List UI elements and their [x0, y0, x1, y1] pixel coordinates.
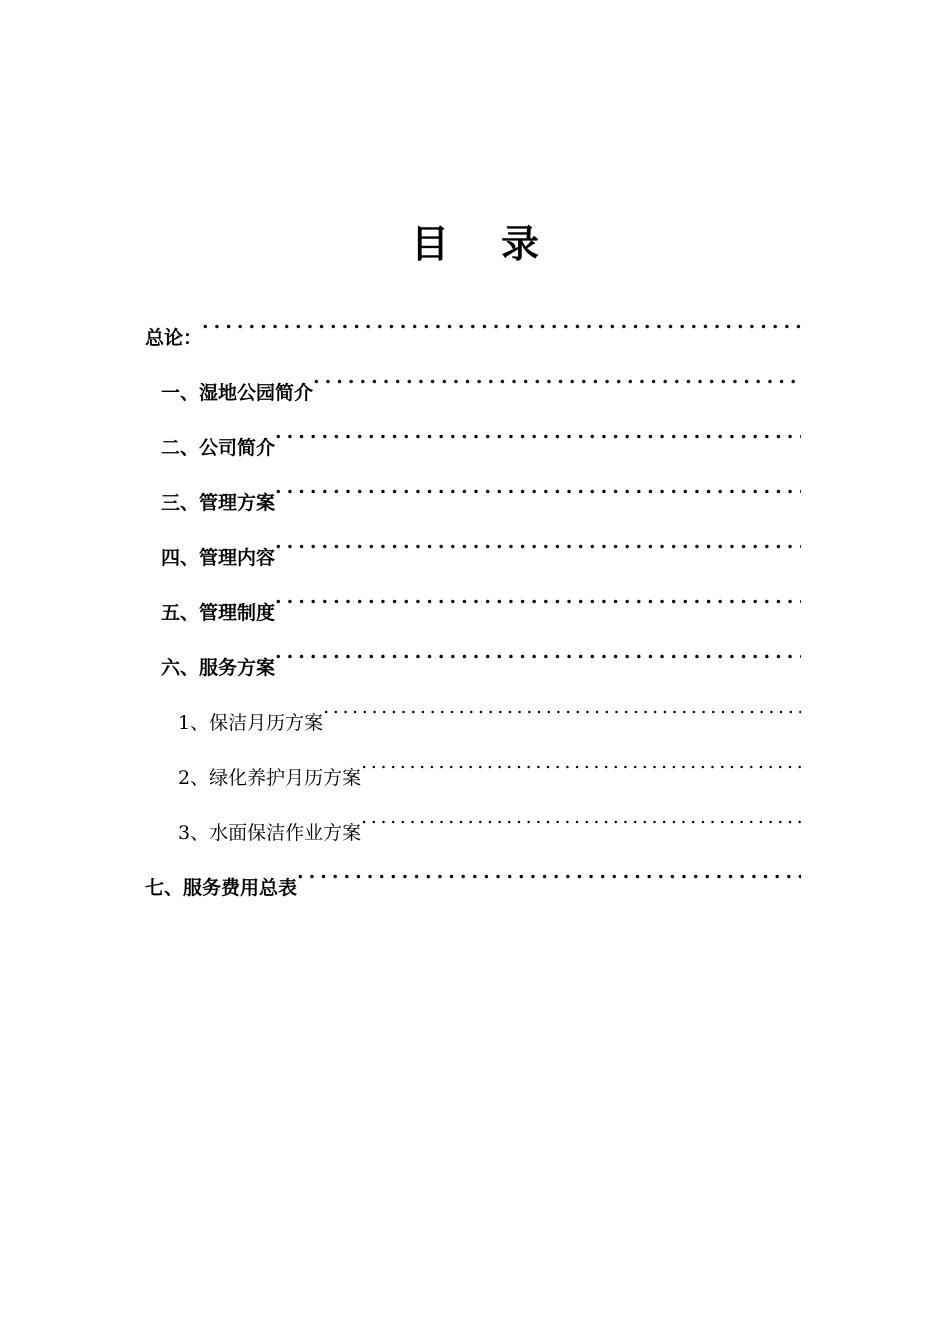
toc-dot-leader — [361, 795, 801, 839]
toc-dot-leader — [275, 410, 801, 454]
toc-dot-leader — [361, 740, 801, 784]
toc-dot-leader — [323, 685, 801, 729]
toc-dot-leader — [275, 465, 801, 509]
toc-entry[interactable] — [145, 685, 801, 740]
toc-title-char-1: 目 — [410, 222, 449, 266]
toc-entry-label: 1、保洁月历方案 — [178, 712, 324, 734]
toc-entry[interactable] — [145, 795, 801, 850]
toc-list — [145, 300, 801, 905]
toc-title — [0, 218, 950, 270]
toc-entry-label: 三、管理方案 — [161, 492, 276, 514]
toc-entry-label: 七、服务费用总表 — [145, 877, 298, 899]
toc-entry-label: 2、绿化养护月历方案 — [178, 767, 362, 789]
toc-entry[interactable] — [145, 740, 801, 795]
toc-entry-label: 四、管理内容 — [161, 547, 276, 569]
toc-entry-label: 二、公司简介 — [161, 437, 276, 459]
toc-dot-leader — [297, 850, 801, 894]
toc-entry[interactable] — [145, 465, 801, 520]
toc-entry-label: 六、服务方案 — [161, 657, 276, 679]
toc-entry-label: 一、湿地公园简介 — [161, 382, 314, 404]
toc-dot-leader — [275, 575, 801, 619]
toc-entry-label: 总论： — [145, 327, 203, 349]
toc-dot-leader — [313, 355, 801, 399]
toc-entry-label: 五、管理制度 — [161, 602, 276, 624]
toc-dot-leader — [275, 520, 801, 564]
toc-dot-leader — [275, 630, 801, 674]
toc-entry[interactable] — [145, 575, 801, 630]
toc-title-char-2: 录 — [501, 222, 540, 266]
toc-entry[interactable] — [145, 630, 801, 685]
toc-entry-label: 3、水面保洁作业方案 — [178, 822, 362, 844]
toc-entry[interactable] — [145, 410, 801, 465]
toc-dot-leader — [202, 300, 801, 344]
toc-entry[interactable] — [145, 850, 801, 905]
toc-entry[interactable] — [145, 355, 801, 410]
toc-entry[interactable] — [145, 300, 801, 355]
toc-entry[interactable] — [145, 520, 801, 575]
